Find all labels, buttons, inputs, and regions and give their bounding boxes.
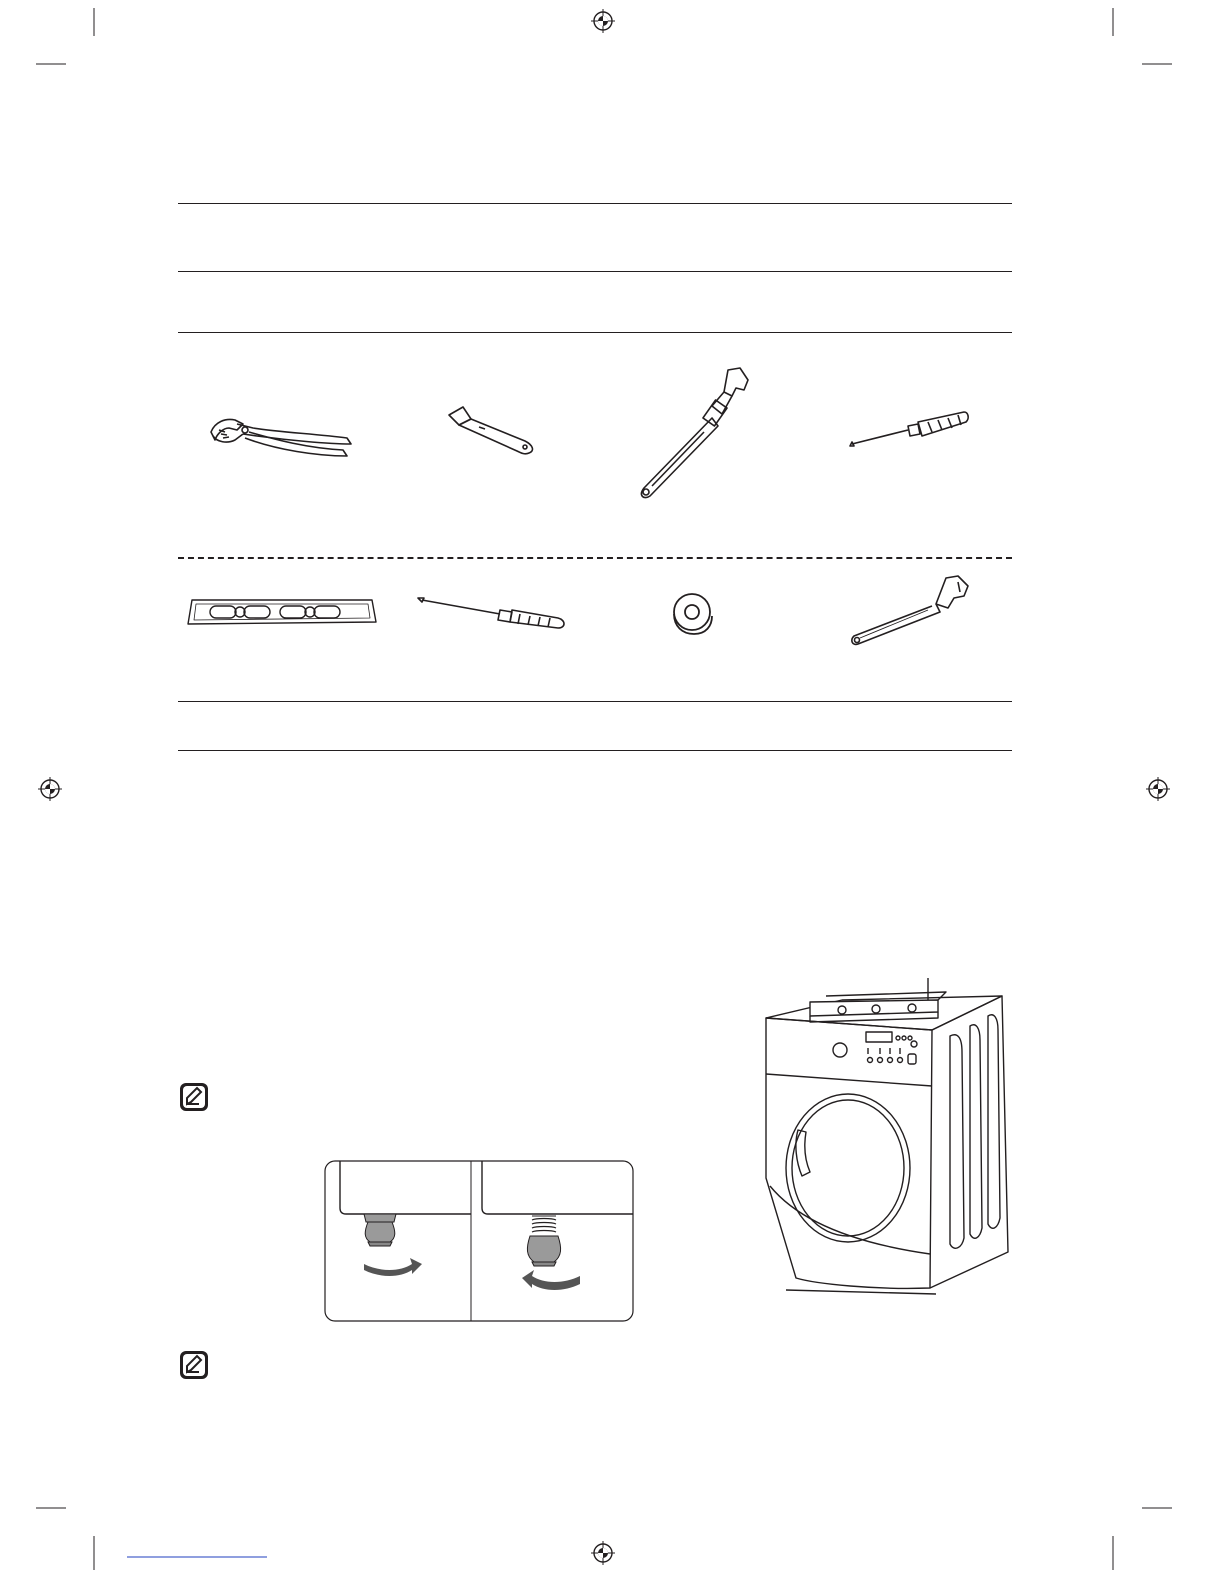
- registration-mark-icon: [591, 9, 615, 33]
- registration-mark-icon: [591, 1541, 615, 1565]
- section-rule: [178, 750, 1012, 751]
- adjustable-wrench-icon: [848, 574, 972, 650]
- note-icon: [179, 1350, 209, 1380]
- pliers-icon: [207, 410, 357, 460]
- tools-divider: [178, 557, 1012, 559]
- section-rule: [178, 701, 1012, 702]
- note-icon: [179, 1082, 209, 1112]
- registration-mark-icon: [38, 777, 62, 801]
- level-icon: [186, 596, 378, 630]
- screwdriver-icon: [416, 594, 568, 630]
- pipe-wrench-icon: [632, 366, 752, 501]
- small-screwdriver-icon: [848, 410, 970, 450]
- washer-with-level-illustration: [756, 972, 1016, 1302]
- utility-knife-icon: [445, 405, 545, 455]
- leveling-feet-illustration: [324, 1160, 634, 1322]
- section-rule: [178, 203, 1012, 204]
- teflon-tape-icon: [668, 590, 716, 636]
- section-rule: [178, 332, 1012, 333]
- registration-mark-icon: [1146, 777, 1170, 801]
- section-rule: [178, 271, 1012, 272]
